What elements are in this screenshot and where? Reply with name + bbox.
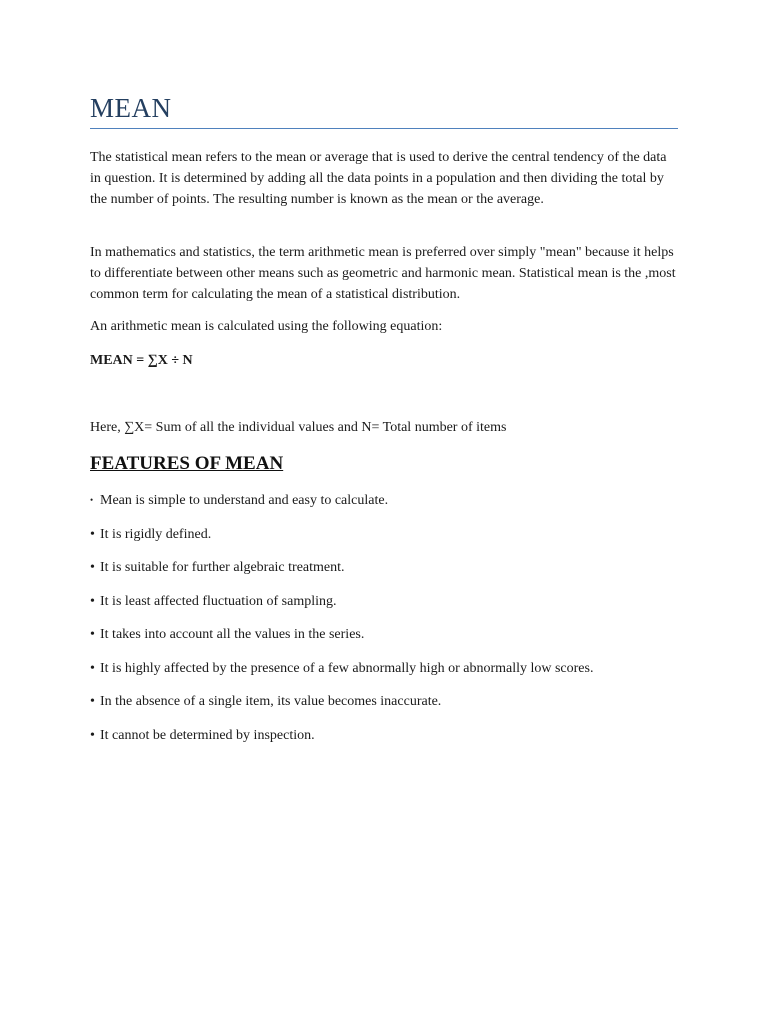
bullet-icon: • bbox=[90, 526, 95, 542]
list-item-text: In the absence of a single item, its value becomes inaccurate. bbox=[100, 694, 442, 709]
list-item-text: It is highly affected by the presence of a few abnormally high or abnormally low scores. bbox=[100, 660, 594, 676]
bullet-icon: • bbox=[90, 627, 95, 642]
bullet-icon: • bbox=[90, 694, 95, 709]
list-item bbox=[90, 658, 678, 692]
list-item bbox=[90, 691, 678, 725]
paragraph-definition: The statistical mean refers to the mean or average that is used to derive the central tendency of the data in question. It is determined by adding all the data points in a population and then dividing the total by the number of points. The resulting number is known as the mean or the average. bbox=[90, 150, 667, 207]
features-heading: FEATURES OF MEAN bbox=[90, 453, 284, 474]
page-title: MEAN bbox=[90, 93, 172, 123]
list-item bbox=[90, 624, 678, 658]
list-item-text: It cannot be determined by inspection. bbox=[100, 727, 315, 743]
list-item-text: It is rigidly defined. bbox=[100, 526, 212, 542]
list-item-text: It is least affected fluctuation of sampling. bbox=[100, 593, 337, 609]
list-item-text: It is suitable for further algebraic treatment. bbox=[100, 560, 345, 575]
bullet-icon: • bbox=[90, 495, 94, 505]
list-item bbox=[90, 725, 678, 759]
features-list bbox=[90, 490, 678, 758]
bullet-icon: • bbox=[90, 560, 95, 575]
list-item bbox=[90, 591, 678, 625]
list-item bbox=[90, 557, 678, 591]
list-item bbox=[90, 490, 678, 524]
list-item-text: Mean is simple to understand and easy to calculate. bbox=[100, 493, 389, 508]
mean-equation: MEAN = ∑X ÷ N bbox=[90, 353, 193, 368]
paragraph-equation-intro: An arithmetic mean is calculated using the following equation: bbox=[90, 319, 443, 334]
list-item bbox=[90, 524, 678, 558]
bullet-icon: • bbox=[90, 727, 95, 743]
list-item-text: It takes into account all the values in the series. bbox=[100, 627, 365, 642]
bullet-icon: • bbox=[90, 660, 95, 676]
title-underline-rule bbox=[90, 128, 678, 129]
paragraph-arithmetic-mean: In mathematics and statistics, the term arithmetic mean is preferred over simply "mean" because it helps to differentiate between other means such as geometric and harmonic mean. Statistical mean is the ,most common term for calculating the mean of a statistical distribution. bbox=[90, 245, 676, 302]
equation-note: Here, ∑X= Sum of all the individual values and N= Total number of items bbox=[90, 420, 507, 435]
bullet-icon: • bbox=[90, 593, 95, 609]
